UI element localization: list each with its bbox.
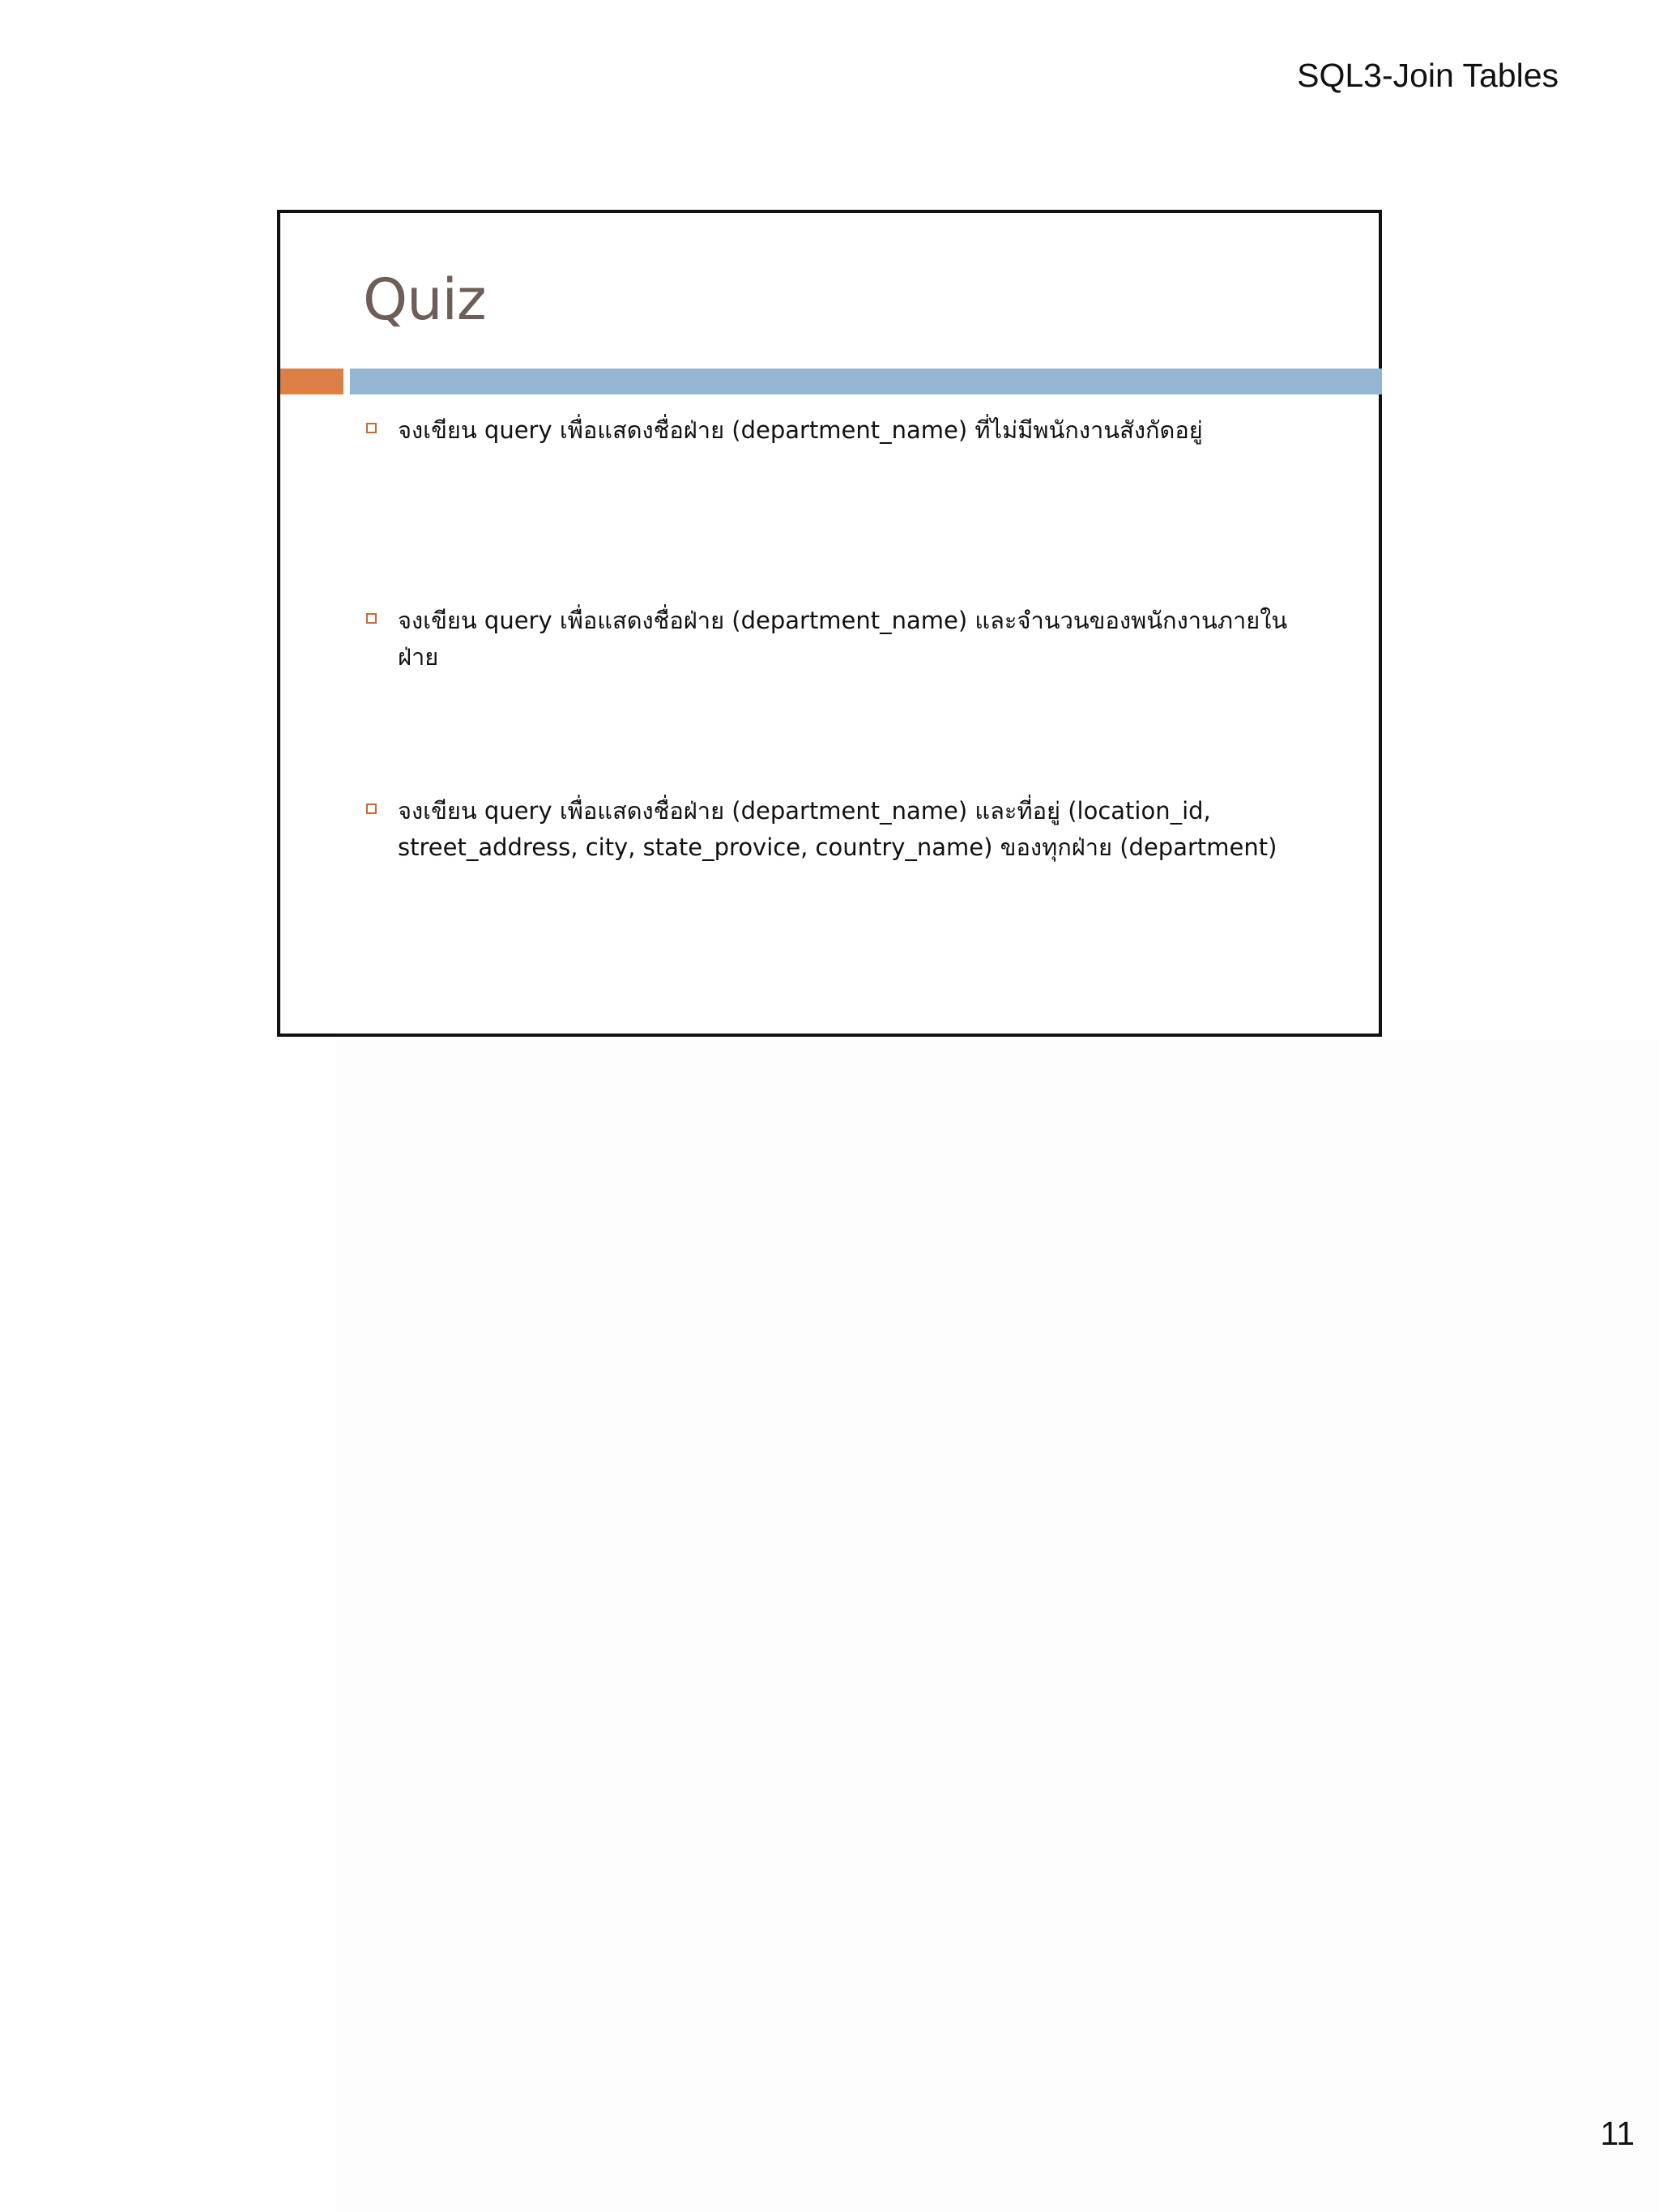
square-bullet-icon: [366, 423, 377, 433]
slide-title: Quiz: [363, 266, 486, 333]
quiz-item-text: จงเขียน query เพื่อแสดงชื่อฝ่าย (department_name) และจำนวนของพนักงานภายในฝ่าย: [398, 607, 1288, 671]
page-shade: [335, 1039, 1659, 2212]
quiz-item-3: [366, 793, 1289, 866]
accent-bar-blue: [350, 369, 1382, 394]
quiz-item-1: [366, 412, 1289, 449]
quiz-item-2: [366, 603, 1289, 676]
accent-bar-orange: [280, 369, 343, 394]
header-title: SQL3-Join Tables: [1297, 57, 1559, 94]
square-bullet-icon: [366, 803, 377, 814]
quiz-item-text: จงเขียน query เพื่อแสดงชื่อฝ่าย (department_name) และที่อยู่ (location_id, street_address, city, state_provice, country_name) ของทุกฝ่าย (department): [398, 797, 1277, 861]
square-bullet-icon: [366, 613, 377, 624]
slide-frame: [277, 210, 1382, 1037]
page-number: 11: [1600, 2115, 1635, 2152]
quiz-item-text: จงเขียน query เพื่อแสดงชื่อฝ่าย (department_name) ที่ไม่มีพนักงานสังกัดอยู่: [398, 416, 1203, 444]
